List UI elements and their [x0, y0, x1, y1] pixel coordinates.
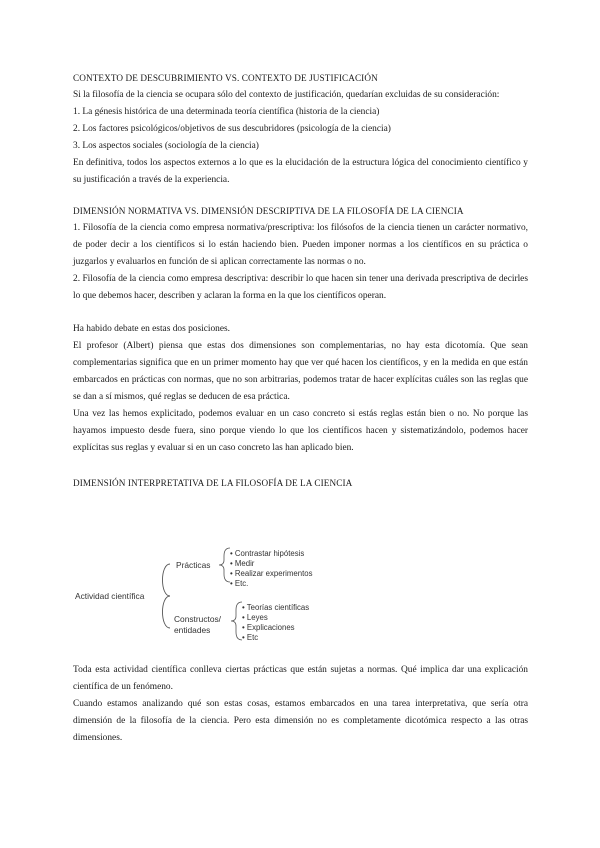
diagram-item: • Explicaciones	[242, 623, 295, 632]
paragraph: Ha habido debate en estas dos posiciones.	[73, 324, 230, 334]
paragraph: Si la filosofía de la ciencia se ocupara sólo del contexto de justificación, quedarían excluidas de su consideración:	[73, 90, 500, 100]
diagram-item: • Leyes	[242, 613, 268, 622]
diagram-item: • Etc.	[230, 579, 249, 588]
section-heading-interpretativa: DIMENSIÓN INTERPRETATIVA DE LA FILOSOFÍA DE LA CIENCIA	[73, 478, 353, 488]
practicas-bracket	[219, 548, 230, 582]
section-heading-contexto: CONTEXTO DE DESCUBRIMIENTO VS. CONTEXTO DE JUSTIFICACIÓN	[73, 73, 378, 83]
main-bracket-bottom	[163, 596, 171, 628]
paragraph: Cuando estamos analizando qué son estas cosas, estamos embarcados en una tarea interpretativa, que sería otra dimensión de la filosofía de la ciencia. Pero esta dimensión no es completamente dicotómica respecto a las otras dimensiones.	[73, 699, 528, 743]
section-heading-normativa: DIMENSIÓN NORMATIVA VS. DIMENSIÓN DESCRIPTIVA DE LA FILOSOFÍA DE LA CIENCIA	[73, 206, 464, 216]
paragraph: 1. Filosofía de la ciencia como empresa normativa/prescriptiva: los filósofos de la ciencia tienen un carácter normativo, de poder decir a los científicos si lo están haciendo bien. Pueden imponer normas a los científicos en su práctica o juzgarlos y evaluarlos en función de si aplican correctamente las normas o no.	[73, 223, 528, 267]
list-item: 3. Los aspectos sociales (sociología de la ciencia)	[73, 141, 259, 151]
diagram-item: • Teorías científicas	[242, 603, 310, 612]
diagram-item: • Realizar experimentos	[230, 569, 313, 578]
document-body	[73, 70, 528, 492]
list-item: 1. La génesis histórica de una determinada teoría científica (historia de la ciencia)	[73, 107, 380, 117]
document-body-continued	[73, 662, 528, 747]
diagram-root-label: Actividad científica	[75, 591, 145, 601]
paragraph: En definitiva, todos los aspectos externos a lo que es la elucidación de la estructura lógica del conocimiento científico y su justificación a través de la experiencia.	[73, 158, 528, 185]
paragraph: Toda esta actividad científica conlleva ciertas prácticas que están sujetas a normas. Qué implica dar una explicación científica de un fenómeno.	[73, 665, 528, 692]
paragraph: El profesor (Albert) piensa que estas dos dimensiones son complementarias, no hay esta dicotomía. Que sean complementarias significa que en un primer momento hay que ver qué hacen los científicos, y en la medida en que están embarcados en prácticas con normas, que no son arbitrarias, podemos tratar de hacer explícitas cuáles son las reglas que se dan a sí mismos, qué reglas se deducen de esa práctica.	[73, 341, 528, 402]
diagram-branch-practicas: Prácticas	[176, 560, 211, 570]
diagram-item: • Medir	[230, 559, 255, 568]
paragraph: 2. Filosofía de la ciencia como empresa descriptiva: describir lo que hacen sin tener una derivada prescriptiva de decirles lo que debemos hacer, describen y aclaran la forma en la que los científicos operan.	[73, 274, 528, 301]
paragraph: Una vez las hemos explicitado, podemos evaluar en un caso concreto si estás reglas están bien o no. No porque las hayamos impuesto desde fuera, sino porque viendo lo que los científicos hacen y sistematizándolo, podemos hacer explícitas sus reglas y evaluar si en un caso concreto las han aplicado bien.	[73, 409, 528, 453]
diagram-branch-constructos: Constructos/	[174, 614, 222, 624]
activity-diagram	[72, 538, 372, 648]
main-bracket-top	[163, 564, 171, 596]
diagram-item: • Contrastar hipótesis	[230, 549, 305, 558]
constructos-bracket	[231, 602, 242, 640]
diagram-item: • Etc	[242, 633, 259, 642]
list-item: 2. Los factores psicológicos/objetivos de sus descubridores (psicología de la ciencia)	[73, 124, 391, 134]
diagram-branch-entidades: entidades	[174, 625, 211, 635]
